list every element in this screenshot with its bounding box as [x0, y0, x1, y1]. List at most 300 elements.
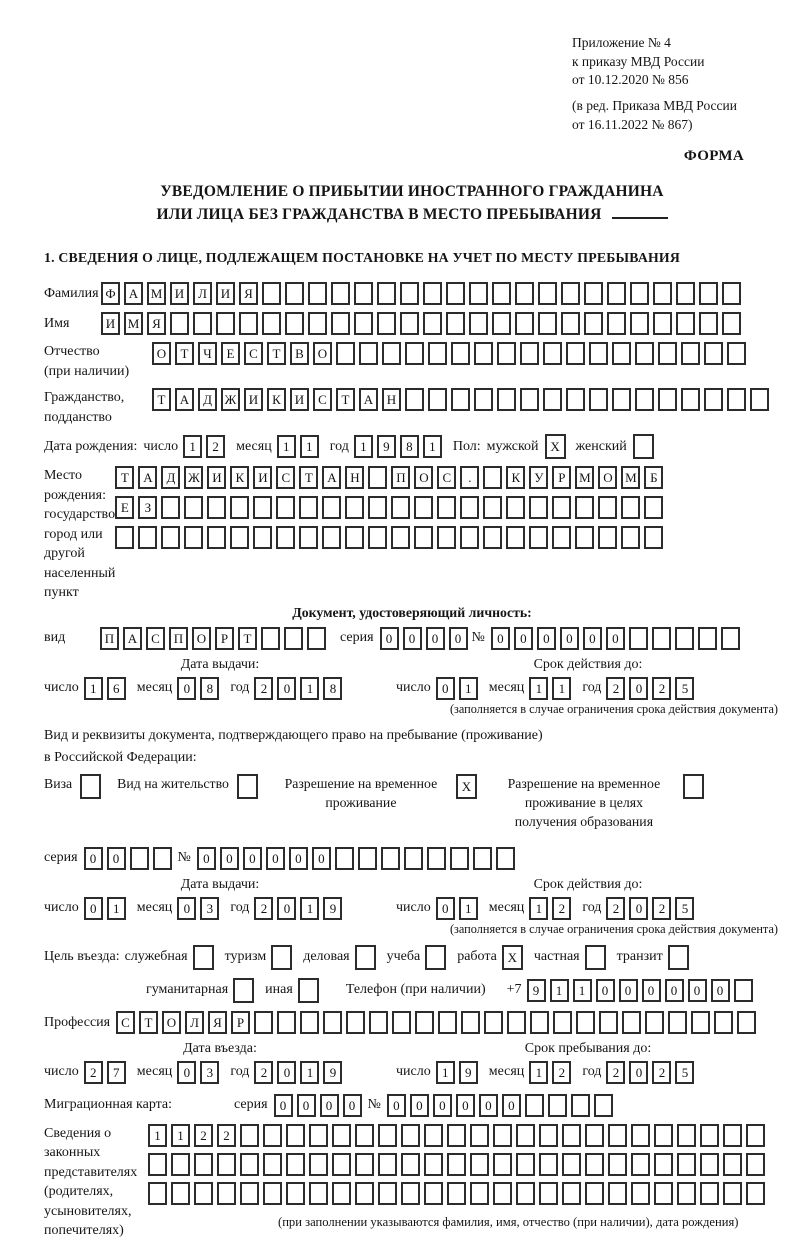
- char-box[interactable]: [598, 496, 617, 519]
- char-box[interactable]: [437, 496, 456, 519]
- char-box[interactable]: Р: [231, 1011, 250, 1034]
- char-box[interactable]: П: [100, 627, 119, 650]
- char-box[interactable]: [543, 388, 562, 411]
- char-box[interactable]: [263, 1124, 282, 1147]
- char-box[interactable]: [332, 1182, 351, 1205]
- char-box[interactable]: [520, 388, 539, 411]
- char-box[interactable]: 0: [583, 627, 602, 650]
- char-box[interactable]: [691, 1011, 710, 1034]
- char-box[interactable]: [307, 627, 326, 650]
- char-box[interactable]: 1: [529, 1061, 548, 1084]
- char-box[interactable]: [253, 526, 272, 549]
- char-box[interactable]: [652, 627, 671, 650]
- char-box[interactable]: [506, 496, 525, 519]
- char-box[interactable]: 1: [529, 897, 548, 920]
- char-box[interactable]: [450, 847, 469, 870]
- char-box[interactable]: Б: [644, 466, 663, 489]
- char-box[interactable]: [746, 1182, 765, 1205]
- char-box[interactable]: [446, 312, 465, 335]
- char-box[interactable]: [727, 388, 746, 411]
- char-box[interactable]: 3: [200, 1061, 219, 1084]
- char-box[interactable]: 8: [200, 677, 219, 700]
- char-box[interactable]: 0: [84, 897, 103, 920]
- char-box[interactable]: 0: [629, 1061, 648, 1084]
- char-box[interactable]: 0: [403, 627, 422, 650]
- char-box[interactable]: [359, 342, 378, 365]
- char-box[interactable]: [286, 1124, 305, 1147]
- char-box[interactable]: К: [230, 466, 249, 489]
- char-box[interactable]: 6: [107, 677, 126, 700]
- char-box[interactable]: А: [123, 627, 142, 650]
- char-box[interactable]: 1: [300, 435, 319, 458]
- char-box[interactable]: [525, 1094, 544, 1117]
- char-box[interactable]: [677, 1153, 696, 1176]
- char-box[interactable]: [161, 526, 180, 549]
- char-box[interactable]: [515, 312, 534, 335]
- char-box[interactable]: [654, 1153, 673, 1176]
- char-box[interactable]: [635, 388, 654, 411]
- char-box[interactable]: [115, 526, 134, 549]
- char-box[interactable]: 8: [400, 435, 419, 458]
- checkbox[interactable]: X: [502, 945, 523, 970]
- char-box[interactable]: [355, 1153, 374, 1176]
- char-box[interactable]: [369, 1011, 388, 1034]
- char-box[interactable]: 1: [277, 435, 296, 458]
- char-box[interactable]: [309, 1124, 328, 1147]
- char-box[interactable]: 8: [323, 677, 342, 700]
- char-box[interactable]: [194, 1153, 213, 1176]
- char-box[interactable]: [130, 847, 149, 870]
- char-box[interactable]: [437, 526, 456, 549]
- char-box[interactable]: [635, 342, 654, 365]
- char-box[interactable]: 1: [550, 979, 569, 1002]
- char-box[interactable]: 0: [688, 979, 707, 1002]
- char-box[interactable]: [589, 342, 608, 365]
- char-box[interactable]: [538, 312, 557, 335]
- char-box[interactable]: [668, 1011, 687, 1034]
- char-box[interactable]: [423, 282, 442, 305]
- char-box[interactable]: [261, 627, 280, 650]
- char-box[interactable]: 2: [606, 1061, 625, 1084]
- char-box[interactable]: О: [598, 466, 617, 489]
- char-box[interactable]: 1: [183, 435, 202, 458]
- char-box[interactable]: [621, 496, 640, 519]
- char-box[interactable]: П: [391, 466, 410, 489]
- char-box[interactable]: [331, 312, 350, 335]
- char-box[interactable]: [424, 1182, 443, 1205]
- char-box[interactable]: [470, 1124, 489, 1147]
- char-box[interactable]: [424, 1124, 443, 1147]
- char-box[interactable]: [148, 1182, 167, 1205]
- char-box[interactable]: [507, 1011, 526, 1034]
- char-box[interactable]: 9: [377, 435, 396, 458]
- char-box[interactable]: [438, 1011, 457, 1034]
- char-box[interactable]: [608, 1124, 627, 1147]
- char-box[interactable]: [704, 342, 723, 365]
- char-box[interactable]: [368, 526, 387, 549]
- char-box[interactable]: 0: [197, 847, 216, 870]
- char-box[interactable]: Н: [382, 388, 401, 411]
- char-box[interactable]: [286, 1182, 305, 1205]
- char-box[interactable]: 0: [596, 979, 615, 1002]
- checkbox[interactable]: [355, 945, 376, 970]
- char-box[interactable]: П: [169, 627, 188, 650]
- char-box[interactable]: Т: [175, 342, 194, 365]
- char-box[interactable]: 0: [243, 847, 262, 870]
- char-box[interactable]: [382, 342, 401, 365]
- char-box[interactable]: 0: [629, 677, 648, 700]
- char-box[interactable]: [460, 496, 479, 519]
- char-box[interactable]: [184, 526, 203, 549]
- char-box[interactable]: [699, 312, 718, 335]
- char-box[interactable]: [335, 847, 354, 870]
- char-box[interactable]: М: [575, 466, 594, 489]
- char-box[interactable]: [699, 282, 718, 305]
- char-box[interactable]: [240, 1153, 259, 1176]
- char-box[interactable]: [654, 1124, 673, 1147]
- checkbox[interactable]: X: [545, 434, 566, 459]
- char-box[interactable]: [170, 312, 189, 335]
- char-box[interactable]: [153, 847, 172, 870]
- char-box[interactable]: 0: [436, 897, 455, 920]
- char-box[interactable]: И: [170, 282, 189, 305]
- char-box[interactable]: [474, 342, 493, 365]
- char-box[interactable]: 2: [84, 1061, 103, 1084]
- char-box[interactable]: 0: [177, 677, 196, 700]
- char-box[interactable]: 2: [606, 897, 625, 920]
- char-box[interactable]: О: [162, 1011, 181, 1034]
- char-box[interactable]: [148, 1153, 167, 1176]
- char-box[interactable]: 2: [254, 677, 273, 700]
- char-box[interactable]: [700, 1153, 719, 1176]
- char-box[interactable]: [539, 1124, 558, 1147]
- char-box[interactable]: 0: [266, 847, 285, 870]
- char-box[interactable]: [377, 282, 396, 305]
- char-box[interactable]: [336, 342, 355, 365]
- char-box[interactable]: [566, 388, 585, 411]
- char-box[interactable]: 0: [514, 627, 533, 650]
- char-box[interactable]: [322, 496, 341, 519]
- char-box[interactable]: [496, 847, 515, 870]
- char-box[interactable]: 9: [323, 1061, 342, 1084]
- char-box[interactable]: [561, 312, 580, 335]
- char-box[interactable]: З: [138, 496, 157, 519]
- char-box[interactable]: [562, 1182, 581, 1205]
- char-box[interactable]: [653, 282, 672, 305]
- char-box[interactable]: 0: [312, 847, 331, 870]
- char-box[interactable]: [355, 1124, 374, 1147]
- checkbox[interactable]: [633, 434, 654, 459]
- char-box[interactable]: [594, 1094, 613, 1117]
- char-box[interactable]: [414, 526, 433, 549]
- char-box[interactable]: И: [290, 388, 309, 411]
- char-box[interactable]: 0: [297, 1094, 316, 1117]
- char-box[interactable]: А: [322, 466, 341, 489]
- char-box[interactable]: 1: [148, 1124, 167, 1147]
- char-box[interactable]: [184, 496, 203, 519]
- char-box[interactable]: 0: [426, 627, 445, 650]
- char-box[interactable]: [138, 526, 157, 549]
- char-box[interactable]: [308, 312, 327, 335]
- char-box[interactable]: 0: [629, 897, 648, 920]
- char-box[interactable]: М: [147, 282, 166, 305]
- char-box[interactable]: [276, 526, 295, 549]
- char-box[interactable]: Л: [193, 282, 212, 305]
- char-box[interactable]: [194, 1182, 213, 1205]
- char-box[interactable]: 1: [529, 677, 548, 700]
- char-box[interactable]: 0: [107, 847, 126, 870]
- char-box[interactable]: У: [529, 466, 548, 489]
- char-box[interactable]: [746, 1124, 765, 1147]
- char-box[interactable]: Т: [299, 466, 318, 489]
- char-box[interactable]: 0: [502, 1094, 521, 1117]
- char-box[interactable]: [322, 526, 341, 549]
- char-box[interactable]: Т: [152, 388, 171, 411]
- char-box[interactable]: А: [124, 282, 143, 305]
- char-box[interactable]: [240, 1182, 259, 1205]
- char-box[interactable]: [161, 496, 180, 519]
- char-box[interactable]: 1: [459, 677, 478, 700]
- char-box[interactable]: О: [192, 627, 211, 650]
- char-box[interactable]: [553, 1011, 572, 1034]
- char-box[interactable]: [299, 496, 318, 519]
- char-box[interactable]: [262, 282, 281, 305]
- char-box[interactable]: [723, 1153, 742, 1176]
- char-box[interactable]: 1: [573, 979, 592, 1002]
- char-box[interactable]: [332, 1153, 351, 1176]
- char-box[interactable]: [323, 1011, 342, 1034]
- char-box[interactable]: [722, 312, 741, 335]
- char-box[interactable]: 1: [459, 897, 478, 920]
- char-box[interactable]: [415, 1011, 434, 1034]
- char-box[interactable]: 2: [606, 677, 625, 700]
- char-box[interactable]: [723, 1124, 742, 1147]
- char-box[interactable]: [469, 312, 488, 335]
- char-box[interactable]: 0: [410, 1094, 429, 1117]
- char-box[interactable]: 0: [320, 1094, 339, 1117]
- char-box[interactable]: [400, 282, 419, 305]
- char-box[interactable]: Р: [552, 466, 571, 489]
- char-box[interactable]: 9: [323, 897, 342, 920]
- char-box[interactable]: 0: [277, 897, 296, 920]
- char-box[interactable]: [354, 312, 373, 335]
- char-box[interactable]: [630, 282, 649, 305]
- char-box[interactable]: 0: [274, 1094, 293, 1117]
- char-box[interactable]: [405, 342, 424, 365]
- char-box[interactable]: [552, 526, 571, 549]
- char-box[interactable]: 0: [711, 979, 730, 1002]
- char-box[interactable]: [677, 1124, 696, 1147]
- char-box[interactable]: [492, 282, 511, 305]
- char-box[interactable]: Я: [208, 1011, 227, 1034]
- char-box[interactable]: 0: [84, 847, 103, 870]
- char-box[interactable]: [469, 282, 488, 305]
- char-box[interactable]: [428, 342, 447, 365]
- char-box[interactable]: 1: [436, 1061, 455, 1084]
- char-box[interactable]: 9: [459, 1061, 478, 1084]
- char-box[interactable]: [515, 282, 534, 305]
- char-box[interactable]: [378, 1124, 397, 1147]
- char-box[interactable]: [621, 526, 640, 549]
- char-box[interactable]: [405, 388, 424, 411]
- char-box[interactable]: [473, 847, 492, 870]
- char-box[interactable]: 9: [527, 979, 546, 1002]
- char-box[interactable]: [737, 1011, 756, 1034]
- char-box[interactable]: В: [290, 342, 309, 365]
- char-box[interactable]: О: [152, 342, 171, 365]
- checkbox[interactable]: [585, 945, 606, 970]
- char-box[interactable]: А: [359, 388, 378, 411]
- checkbox[interactable]: [80, 774, 101, 799]
- char-box[interactable]: 1: [171, 1124, 190, 1147]
- char-box[interactable]: 0: [277, 677, 296, 700]
- char-box[interactable]: [391, 526, 410, 549]
- char-box[interactable]: Я: [239, 282, 258, 305]
- char-box[interactable]: С: [146, 627, 165, 650]
- char-box[interactable]: 0: [449, 627, 468, 650]
- char-box[interactable]: Т: [115, 466, 134, 489]
- char-box[interactable]: 0: [436, 677, 455, 700]
- checkbox[interactable]: [233, 978, 254, 1003]
- char-box[interactable]: [428, 388, 447, 411]
- char-box[interactable]: [285, 282, 304, 305]
- char-box[interactable]: [548, 1094, 567, 1117]
- char-box[interactable]: [538, 282, 557, 305]
- char-box[interactable]: [584, 312, 603, 335]
- char-box[interactable]: [562, 1124, 581, 1147]
- char-box[interactable]: [516, 1124, 535, 1147]
- char-box[interactable]: [217, 1182, 236, 1205]
- char-box[interactable]: [497, 388, 516, 411]
- char-box[interactable]: 0: [606, 627, 625, 650]
- char-box[interactable]: [404, 847, 423, 870]
- char-box[interactable]: К: [267, 388, 286, 411]
- char-box[interactable]: [607, 282, 626, 305]
- char-box[interactable]: [493, 1153, 512, 1176]
- char-box[interactable]: [723, 1182, 742, 1205]
- char-box[interactable]: [354, 282, 373, 305]
- char-box[interactable]: 0: [177, 1061, 196, 1084]
- char-box[interactable]: [561, 282, 580, 305]
- char-box[interactable]: [423, 312, 442, 335]
- char-box[interactable]: [309, 1182, 328, 1205]
- char-box[interactable]: 0: [343, 1094, 362, 1117]
- char-box[interactable]: [520, 342, 539, 365]
- char-box[interactable]: [240, 1124, 259, 1147]
- char-box[interactable]: .: [460, 466, 479, 489]
- char-box[interactable]: [355, 1182, 374, 1205]
- char-box[interactable]: [447, 1124, 466, 1147]
- char-box[interactable]: [676, 282, 695, 305]
- char-box[interactable]: И: [207, 466, 226, 489]
- char-box[interactable]: [543, 342, 562, 365]
- char-box[interactable]: [483, 526, 502, 549]
- char-box[interactable]: 5: [675, 1061, 694, 1084]
- checkbox[interactable]: [668, 945, 689, 970]
- char-box[interactable]: [381, 847, 400, 870]
- char-box[interactable]: [300, 1011, 319, 1034]
- char-box[interactable]: 0: [491, 627, 510, 650]
- char-box[interactable]: [506, 526, 525, 549]
- char-box[interactable]: [332, 1124, 351, 1147]
- char-box[interactable]: 0: [479, 1094, 498, 1117]
- char-box[interactable]: 0: [456, 1094, 475, 1117]
- char-box[interactable]: 2: [254, 1061, 273, 1084]
- char-box[interactable]: 0: [665, 979, 684, 1002]
- char-box[interactable]: [644, 496, 663, 519]
- char-box[interactable]: [230, 496, 249, 519]
- char-box[interactable]: [529, 526, 548, 549]
- char-box[interactable]: 1: [354, 435, 373, 458]
- char-box[interactable]: 1: [300, 897, 319, 920]
- char-box[interactable]: [171, 1182, 190, 1205]
- char-box[interactable]: Т: [336, 388, 355, 411]
- checkbox[interactable]: [193, 945, 214, 970]
- char-box[interactable]: [529, 496, 548, 519]
- char-box[interactable]: [608, 1182, 627, 1205]
- checkbox[interactable]: [271, 945, 292, 970]
- char-box[interactable]: [585, 1182, 604, 1205]
- char-box[interactable]: Н: [345, 466, 364, 489]
- char-box[interactable]: [284, 627, 303, 650]
- char-box[interactable]: [539, 1153, 558, 1176]
- char-box[interactable]: [239, 312, 258, 335]
- char-box[interactable]: 1: [107, 897, 126, 920]
- char-box[interactable]: 0: [387, 1094, 406, 1117]
- char-box[interactable]: 0: [177, 897, 196, 920]
- char-box[interactable]: Т: [238, 627, 257, 650]
- char-box[interactable]: [460, 526, 479, 549]
- char-box[interactable]: [492, 312, 511, 335]
- char-box[interactable]: [589, 388, 608, 411]
- char-box[interactable]: [644, 526, 663, 549]
- char-box[interactable]: [493, 1182, 512, 1205]
- char-box[interactable]: [722, 282, 741, 305]
- char-box[interactable]: [470, 1153, 489, 1176]
- char-box[interactable]: [392, 1011, 411, 1034]
- char-box[interactable]: А: [175, 388, 194, 411]
- char-box[interactable]: [493, 1124, 512, 1147]
- char-box[interactable]: [658, 342, 677, 365]
- char-box[interactable]: М: [621, 466, 640, 489]
- char-box[interactable]: И: [244, 388, 263, 411]
- char-box[interactable]: [750, 388, 769, 411]
- char-box[interactable]: [746, 1153, 765, 1176]
- char-box[interactable]: [576, 1011, 595, 1034]
- char-box[interactable]: Л: [185, 1011, 204, 1034]
- char-box[interactable]: [584, 282, 603, 305]
- char-box[interactable]: [598, 526, 617, 549]
- char-box[interactable]: [539, 1182, 558, 1205]
- char-box[interactable]: Т: [267, 342, 286, 365]
- char-box[interactable]: [700, 1124, 719, 1147]
- char-box[interactable]: [622, 1011, 641, 1034]
- char-box[interactable]: [461, 1011, 480, 1034]
- char-box[interactable]: Р: [215, 627, 234, 650]
- char-box[interactable]: [331, 282, 350, 305]
- char-box[interactable]: [552, 496, 571, 519]
- char-box[interactable]: [263, 1182, 282, 1205]
- char-box[interactable]: [368, 496, 387, 519]
- char-box[interactable]: [368, 466, 387, 489]
- char-box[interactable]: [631, 1182, 650, 1205]
- char-box[interactable]: С: [116, 1011, 135, 1034]
- char-box[interactable]: [483, 496, 502, 519]
- char-box[interactable]: [358, 847, 377, 870]
- char-box[interactable]: [562, 1153, 581, 1176]
- char-box[interactable]: [721, 627, 740, 650]
- char-box[interactable]: 1: [84, 677, 103, 700]
